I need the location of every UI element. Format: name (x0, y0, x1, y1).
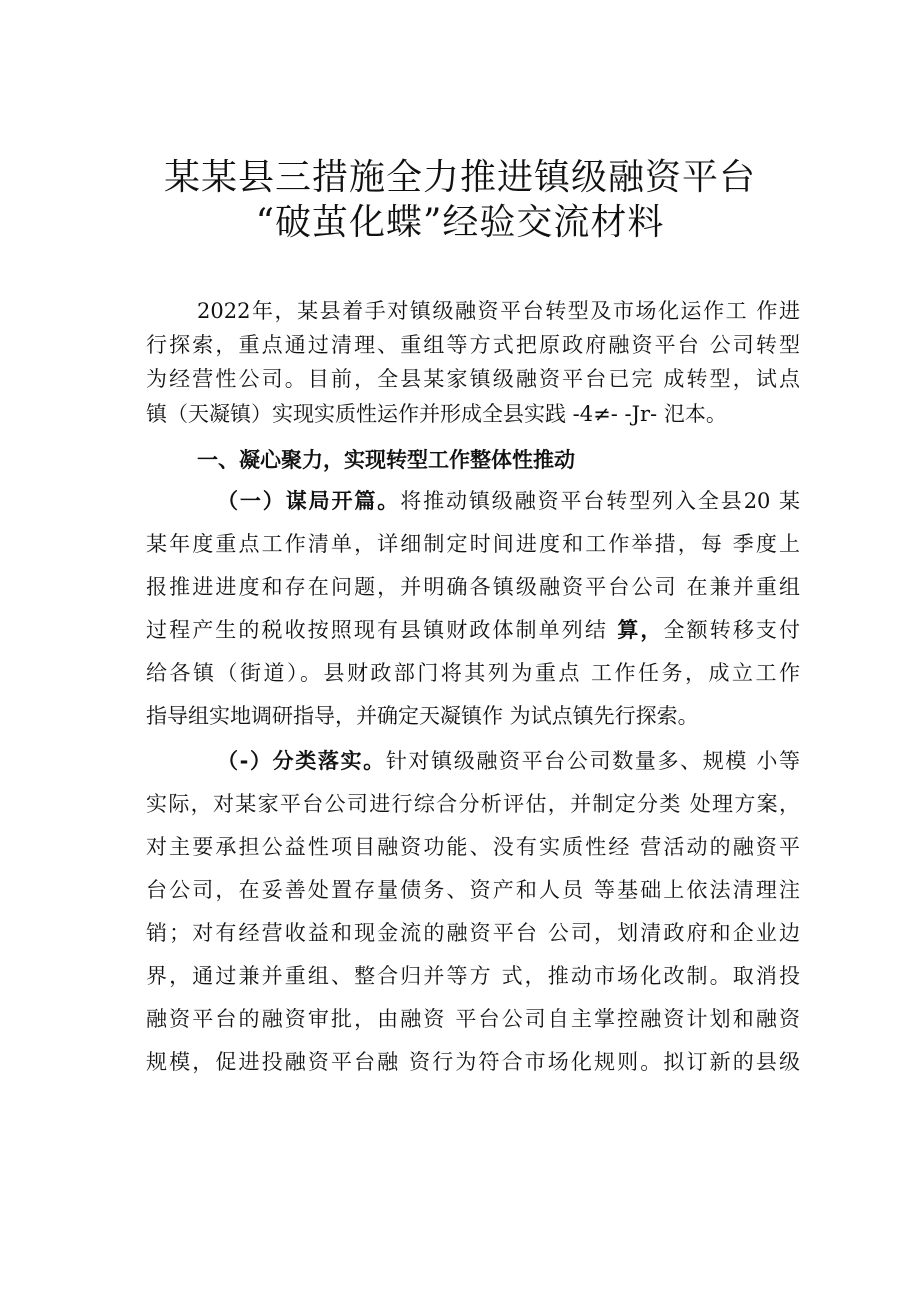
paragraph-line: 对主要承担公益性项目融资功能、没有实质性经 营活动的融资平 (146, 835, 800, 859)
subsection-2-line-1-text: 针对镇级融资平台公司数量多、规模 小等 (385, 749, 800, 773)
document-title-line-2: “破茧化蝶”经验交流材料 (255, 202, 665, 243)
document-title-line-1: 某某县三措施全力推进镇级融资平台 (163, 157, 756, 198)
subsection-1-line-1 (217, 487, 800, 515)
paragraph-line-tail: 全额转移支付 (663, 618, 800, 642)
subsection-1-line-1-text: 将推动镇级融资平台转型列入全县20 某 (400, 489, 800, 513)
intro-line: 2022年，某县着手对镇级融资平台转型及市场化运作工 作进 (197, 299, 800, 323)
paragraph-line (146, 616, 800, 644)
paragraph-line: 规模，促进投融资平台融 资行为符合市场化规则。拟订新的县级 (146, 1050, 800, 1074)
paragraph-line-text: 过程产生的税收按照现有县镇财政体制单列结 (146, 618, 608, 642)
paragraph-line: 给各镇（街道）。县财政部门将其列为重点 工作任务，成立工作 (146, 661, 800, 685)
section-heading: 一、凝心聚力，实现转型工作整体性推动 (197, 448, 575, 472)
paragraph-line: 销；对有经营收益和现金流的融资平台 公司，划清政府和企业边 (146, 921, 800, 945)
paragraph-line: 指导组实地调研指导，并确定天凝镇作 为试点镇先行探索。 (146, 704, 699, 728)
subsection-2-lead: （-）分类落实。 (217, 749, 386, 773)
paragraph-line: 实际，对某家平台公司进行综合分析评估，并制定分类 处理方案， (146, 792, 800, 816)
subsection-2-line-1 (217, 747, 800, 775)
paragraph-line: 界，通过兼并重组、整合归并等方 式，推动市场化改制。取消投 (146, 964, 800, 988)
paragraph-line-bold: 算， (607, 618, 664, 642)
intro-line: 镇（天凝镇）实现实质性运作并形成全县实践 -4≠- -Jr- 氾本。 (146, 402, 727, 426)
paragraph-line: 融资平台的融资审批，由融资 平台公司自主掌控融资计划和融资 (146, 1007, 800, 1031)
paragraph-line: 台公司，在妥善处置存量债务、资产和人员 等基础上依法清理注 (146, 878, 800, 902)
paragraph-line: 某年度重点工作清单，详细制定时间进度和工作举措，每 季度上 (146, 532, 800, 556)
paragraph-line: 报推进进度和存在问题，并明确各镇级融资平台公司 在兼并重组 (146, 575, 800, 599)
intro-line: 行探索，重点通过清理、重组等方式把原政府融资平台 公司转型 (146, 333, 800, 357)
subsection-1-lead: （一）谋局开篇。 (217, 489, 401, 513)
intro-line: 为经营性公司。目前，全县某家镇级融资平台已完 成转型，试点 (146, 367, 800, 391)
